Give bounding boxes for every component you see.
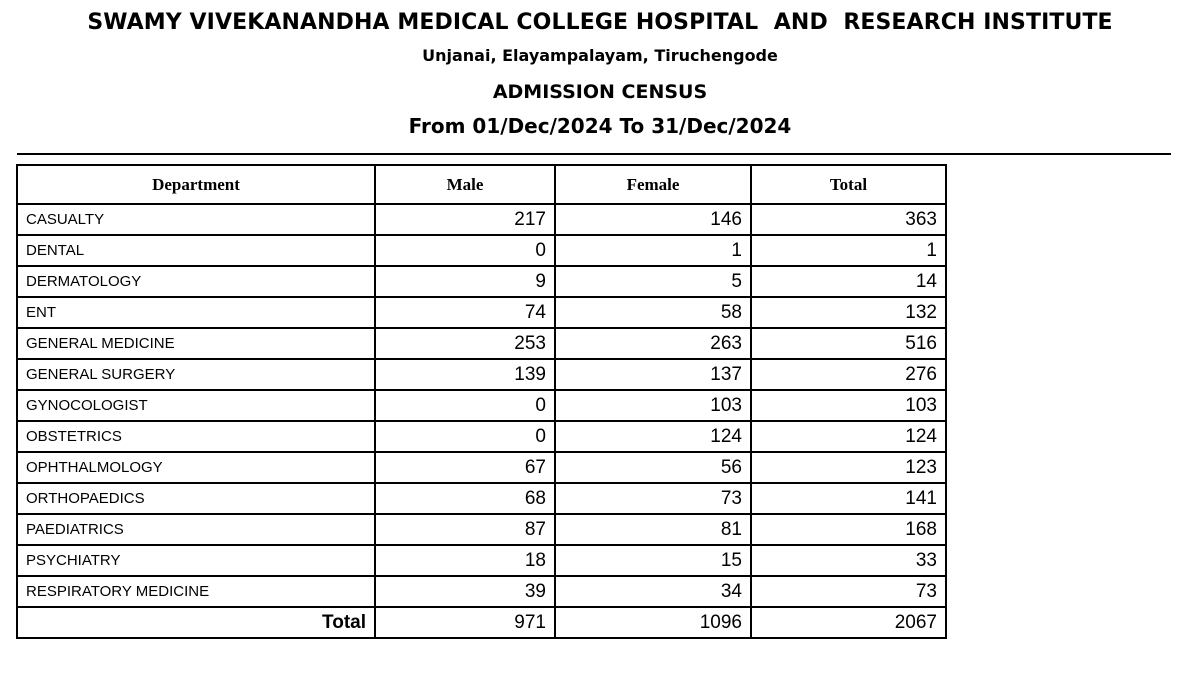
total-count-cell: 33 [751, 545, 946, 576]
female-count-cell: 5 [555, 266, 751, 297]
header-divider [17, 153, 1171, 155]
female-count-cell: 34 [555, 576, 751, 607]
totals-total: 2067 [751, 607, 946, 638]
total-count-cell: 103 [751, 390, 946, 421]
department-cell: OBSTETRICS [17, 421, 375, 452]
department-cell: RESPIRATORY MEDICINE [17, 576, 375, 607]
total-count-cell: 516 [751, 328, 946, 359]
table-row [17, 359, 946, 390]
table-row [17, 576, 946, 607]
department-cell: DERMATOLOGY [17, 266, 375, 297]
report-date-range: From 01/Dec/2024 To 31/Dec/2024 [408, 114, 792, 138]
male-count-cell: 217 [375, 204, 555, 235]
admission-census-table [16, 164, 947, 639]
total-count-cell: 276 [751, 359, 946, 390]
table-row [17, 421, 946, 452]
male-count-cell: 74 [375, 297, 555, 328]
female-count-cell: 15 [555, 545, 751, 576]
total-count-cell: 363 [751, 204, 946, 235]
female-count-cell: 137 [555, 359, 751, 390]
table-row [17, 235, 946, 266]
table-body [17, 204, 946, 607]
table-row [17, 204, 946, 235]
male-count-cell: 87 [375, 514, 555, 545]
male-count-cell: 0 [375, 390, 555, 421]
female-count-cell: 56 [555, 452, 751, 483]
department-cell: PAEDIATRICS [17, 514, 375, 545]
department-cell: GENERAL MEDICINE [17, 328, 375, 359]
female-count-cell: 124 [555, 421, 751, 452]
female-count-cell: 73 [555, 483, 751, 514]
female-count-cell: 1 [555, 235, 751, 266]
female-count-cell: 81 [555, 514, 751, 545]
department-cell: DENTAL [17, 235, 375, 266]
column-header-female: Female [555, 165, 751, 204]
male-count-cell: 0 [375, 235, 555, 266]
male-count-cell: 139 [375, 359, 555, 390]
total-count-cell: 132 [751, 297, 946, 328]
total-count-cell: 1 [751, 235, 946, 266]
male-count-cell: 18 [375, 545, 555, 576]
table-row [17, 452, 946, 483]
department-cell: PSYCHIATRY [17, 545, 375, 576]
male-count-cell: 67 [375, 452, 555, 483]
male-count-cell: 68 [375, 483, 555, 514]
male-count-cell: 253 [375, 328, 555, 359]
total-count-cell: 14 [751, 266, 946, 297]
table-row [17, 514, 946, 545]
department-cell: GENERAL SURGERY [17, 359, 375, 390]
totals-row [17, 607, 946, 638]
table-row [17, 328, 946, 359]
female-count-cell: 103 [555, 390, 751, 421]
male-count-cell: 9 [375, 266, 555, 297]
male-count-cell: 0 [375, 421, 555, 452]
department-cell: GYNOCOLOGIST [17, 390, 375, 421]
totals-female: 1096 [555, 607, 751, 638]
department-cell: OPHTHALMOLOGY [17, 452, 375, 483]
table-row [17, 545, 946, 576]
total-count-cell: 141 [751, 483, 946, 514]
total-count-cell: 124 [751, 421, 946, 452]
table-row [17, 483, 946, 514]
table-header-row [17, 165, 946, 204]
total-count-cell: 123 [751, 452, 946, 483]
column-header-department: Department [17, 165, 375, 204]
report-title: ADMISSION CENSUS [492, 81, 708, 103]
total-count-cell: 168 [751, 514, 946, 545]
female-count-cell: 58 [555, 297, 751, 328]
column-header-total: Total [751, 165, 946, 204]
hospital-title: SWAMY VIVEKANANDHA MEDICAL COLLEGE HOSPITAL AND RESEARCH INSTITUTE [87, 10, 1113, 35]
totals-label: Total [17, 607, 375, 638]
female-count-cell: 146 [555, 204, 751, 235]
column-header-male: Male [375, 165, 555, 204]
table-row [17, 266, 946, 297]
male-count-cell: 39 [375, 576, 555, 607]
table-row [17, 297, 946, 328]
department-cell: ORTHOPAEDICS [17, 483, 375, 514]
department-cell: CASUALTY [17, 204, 375, 235]
female-count-cell: 263 [555, 328, 751, 359]
table-row [17, 390, 946, 421]
department-cell: ENT [17, 297, 375, 328]
totals-male: 971 [375, 607, 555, 638]
hospital-address: Unjanai, Elayampalayam, Tiruchengode [422, 46, 778, 65]
total-count-cell: 73 [751, 576, 946, 607]
